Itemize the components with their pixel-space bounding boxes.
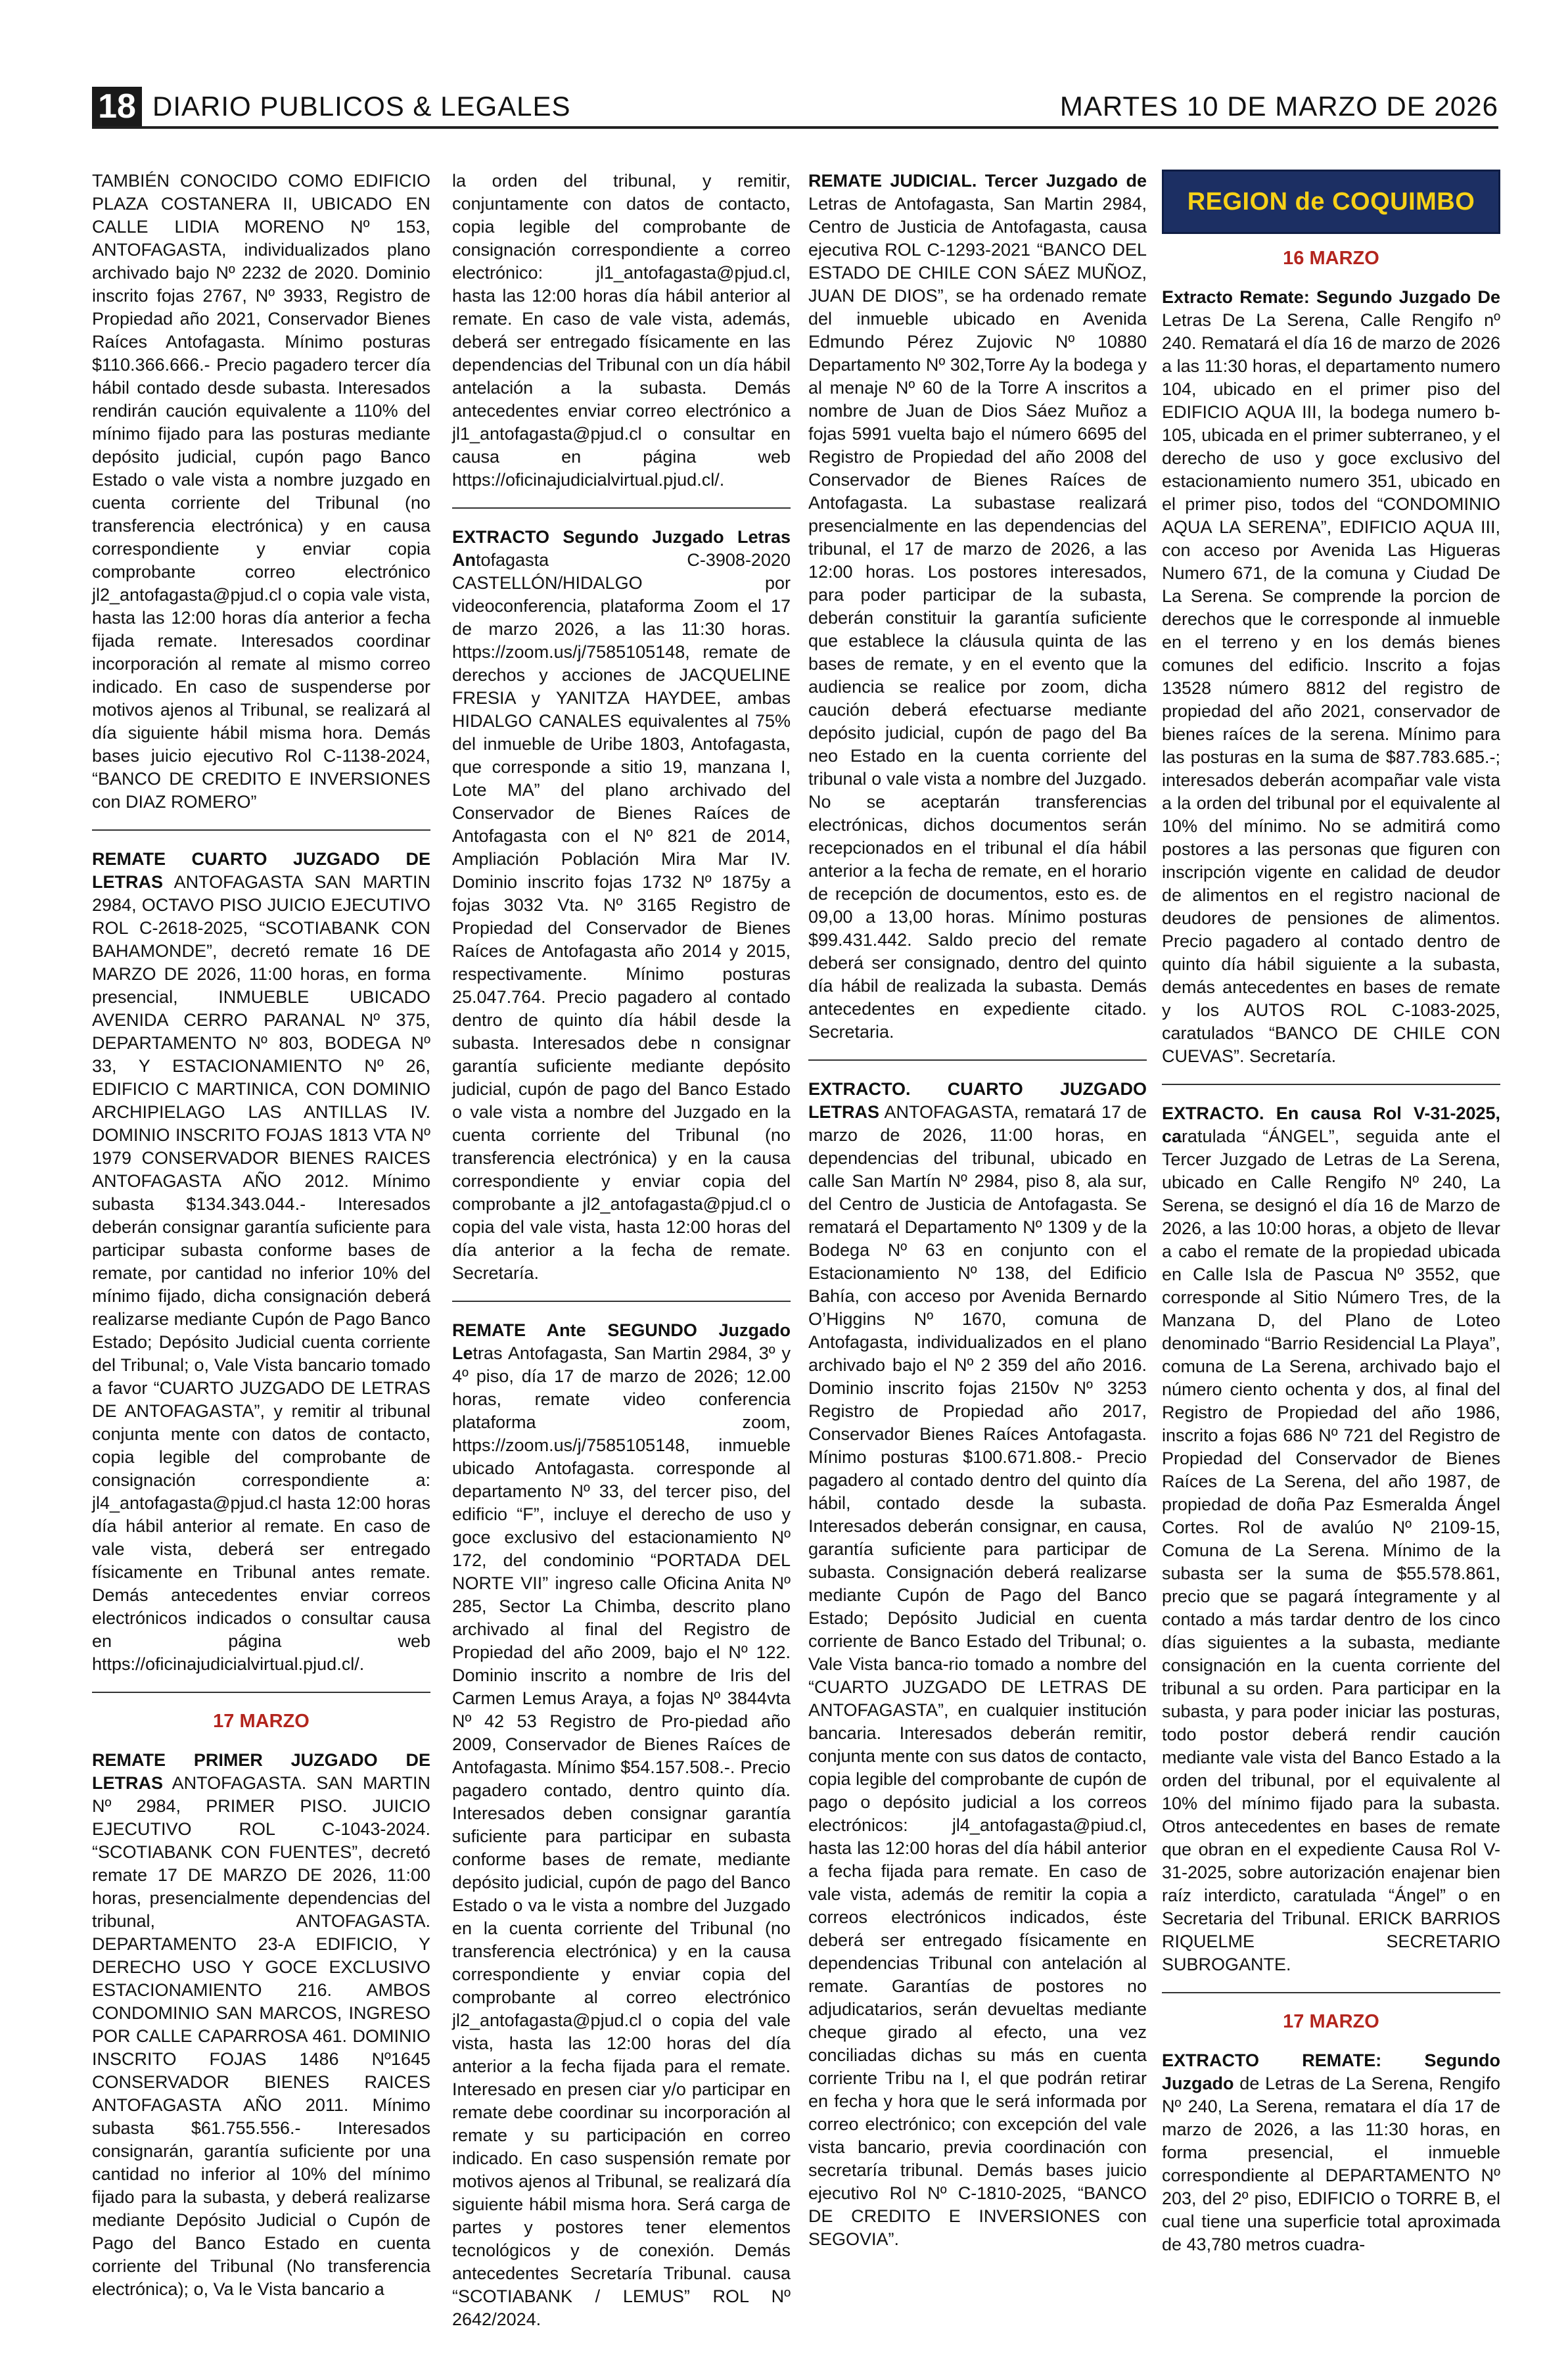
column-1: [92, 170, 430, 2334]
notice-text: ANTOFAGASTA. SAN MARTIN Nº 2984, PRIMER PISO. JUICIO EJECUTIVO ROL C-1043-2024. “SCOTIABANK CON FUENTES”, decretó remate 17 DE MARZO DE 2026, 11:00 horas, presencialmente dependencias del tribunal, ANTOFAGASTA. DEPARTAMENTO 23-A EDIFICIO, Y DERECHO USO Y GOCE EXCLUSIVO ESTACIONAMIENTO 216. AMBOS CONDOMINIO SAN MARCOS, INGRESO POR CALLE CAPARROSA 461. DOMINIO INSCRITO FOJAS 1486 Nº1645 CONSERVADOR BIENES RAICES ANTOFAGASTA AÑO 2011. Mínimo subasta $61.755.556.- Interesados consignarán, garantía suficiente por una cantidad no inferior al 10% del mínimo fijado para la subasta, y deberá realizarse mediante Depósito Judicial o Cupón de Pago del Banco Estado en cuenta corriente del Tribunal (No transferencia electrónica); o, Va le Vista bancario a: [92, 1773, 430, 2299]
notice-extracto-causa-angel: [1162, 1102, 1500, 1993]
publication-date: MARTES 10 DE MARZO DE 2026: [1059, 91, 1498, 122]
notice-text: TAMBIÉN CONOCIDO COMO EDIFICIO PLAZA COSTANERA II, UBICADO EN CALLE LIDIA MORENO Nº 153, ANTOFAGASTA, individualizados plano archivado bajo Nº 2232 de 2020. Dominio inscrito fojas 2767, Nº 3933, Registro de Propiedad año 2021, Conservador Bienes Raíces Antofagasta. Mínimo posturas $110.366.666.- Precio pagadero tercer día hábil contado desde subasta. Interesados rendirán caución equivalente a 110% del mínimo fijado para las posturas mediante depósito judicial, cupón pago Banco Estado o vale vista a nombre juzgado en cuenta corriente del Tribunal (no transferencia electrónica) y en causa correspondiente y enviar copia comprobante correo electrónico jl2_antofagasta@pjud.cl o copia vale vista, hasta las 12:00 horas día anterior a fecha fijada remate. Interesados coordinar incorporación al remate al mismo correo indicado. En caso de suspenderse por motivos ajenos al Tribunal, se realizará al día siguiente hábil misma hora. Demás bases juicio ejecutivo Rol C-1138-2024, “BANCO DE CREDITO E INVERSIONES con DIAZ ROMERO”: [92, 171, 430, 812]
notice-text: tofagasta C-3908-2020 CASTELLÓN/HIDALGO por videoconferencia, plataforma Zoom el 17 de marzo 2026, a las 11:30 horas. https://zoom.us/j/7585105148, remate de derechos y acciones de JACQUELINE FRESIA y YANITZA HAYDEE, ambas HIDALGO CANALES equivalentes al 75% del inmueble de Uribe 1803, Antofagasta, que corresponde a sitio 19, manzana I, Lote MA” del plano archivado del Conservador de Bienes Raíces de Antofagasta con el Nº 821 de 2014, Ampliación Población Mira Mar IV. Dominio inscrito fojas 1732 Nº 1875y a fojas 3032 Vta. Nº 3165 Registro de Propiedad del Conservador de Bienes Raíces de Antofagasta año 2014 y 2015, respectivamente. Mínimo posturas 25.047.764. Precio pagadero al contado dentro de quinto día hábil desde la subasta. Interesados debe n consignar garantía suficiente mediante depósito judicial, cupón de pago del Banco Estado o vale vista a nombre del Juzgado en la cuenta corriente del Tribunal (no transferencia electrónica) y en la causa correspondiente y enviar copia del comprobante a jl2_antofagasta@pjud.cl o copia del vale vista, hasta 12:00 horas del día anterior a la fecha de remate. Secretaría.: [452, 550, 791, 1283]
notice-text: Letras De La Serena, Calle Rengifo nº 240. Rematará el día 16 de marzo de 2026 a las 11:30 horas, el departamento numero 104, ubicado en el primer piso del EDIFICIO AQUA III, la bodega numero b-105, ubicada en el primer subterraneo, y el derecho de uso y goce exclusivo del estacionamiento numero 351, ubicado en el primer piso, todos del “CONDOMINIO AQUA LA SERENA”, EDIFICIO AQUA III, con acceso por Avenida Las Higueras Numero 671, de la comuna y Ciudad De La Serena. Se comprende la porcion de derechos que le corresponde al inmueble en el terreno y en los demás bienes comunes del edificio. Inscrito a fojas 13528 número 8812 del registro de propiedad del año 2021, conservador de bienes raíces de la serena. Mínimo para las posturas en la suma de $87.783.685.-; interesados deberán acompañar vale vista a la orden del tribunal por el equivalente al 10% del mínimo. No se admitirá como postores a las personas que figuren con inscripción vigente en calidad de deudor de alimentos en el registro nacional de deudores de pensiones de alimentos. Precio pagadero al contado dentro de quinto día hábil siguiente a la subasta, demás antecedentes en bases de remate y los AUTOS ROL C-1083-2025, caratulados “BANCO DE CHILE CON CUEVAS”. Secretaría.: [1162, 310, 1500, 1066]
notice-extracto-remate-la-serena: [1162, 286, 1500, 1085]
notice-remate-judicial-tercer-juzgado: [808, 170, 1147, 1061]
column-3: [808, 170, 1147, 2284]
notice-extracto-remate-segundo-juzgado: [1162, 2049, 1500, 2272]
notice-text: Letras de Antofagasta, San Martin 2984, Centro de Justicia de Antofagasta, causa ejecutiva ROL C-1293-2021 “BANCO DEL ESTADO DE CHILE CON SÁEZ MUÑOZ, JUAN DE DIOS”, se ha ordenado remate del inmueble ubicado en Avenida Edmundo Pérez Zujovic Nº 10880 Departamento Nº 302,Torre Ay la bodega y al menaje Nº 60 de la Torre A inscritos a nombre de Juan de Dios Sáez Muñoz a fojas 5991 vuelta bajo el número 6695 del Registro de Propiedad del año 2008 del Conservador de Bienes Raíces de Antofagasta. La subastase realizará presencialmente en las dependencias del tribunal, el 17 de marzo de 2026, a las 12:00 horas. Los postores interesados, para poder participar de la subasta, deberán constituir la garantía suficiente que establece la cláusula quinta de las bases de remate, y en el evento que la audiencia se realice por zoom, dicha caución deberá efectuarse mediante depósito judicial, cupón de pago del Ba neo Estado en la cuenta corriente del tribunal o vale vista a nombre del Juzgado. No se aceptarán transferencias electrónicas, dichos documentos serán recepcionados en el tribunal el día hábil anterior a la fecha de remate, en el horario de recepción de documentos, esto es. de 09,00 a 13,00 horas. Mínimo posturas $99.431.442. Saldo precio del remate deberá ser consignado, dentro del quinto día hábil de realizada la subasta. Demás antecedentes en expediente citado. Secretaria.: [808, 194, 1147, 1042]
notice-heading: EXTRACTO. En causa Rol V-31-2025, ca: [1162, 1103, 1500, 1146]
column-2: [452, 170, 791, 2364]
notice-heading: EXTRACTO REMATE: Segundo Juzgado: [1162, 2051, 1500, 2093]
notice-text: tras Antofagasta, San Martin 2984, 3º y 4º piso, día 17 de marzo de 2026; 12.00 horas, remate video conferencia plataforma zoom, https://zoom.us/j/7585105148, inmueble ubicado Antofagasta. corresponde al departamento Nº 33, del tercer piso, del edificio “F”, incluye el derecho de uso y goce exclusivo del estacionamiento Nº 172, del condominio “PORTADA DEL NORTE VII” ingreso calle Oficina Anita Nº 285, Sector La Chimba, descrito plano archivado al final del Registro de Propiedad del año 2009, bajo el Nº 122. Dominio inscrito a nombre de Iris del Carmen Lemus Araya, a fojas Nº 3844vta Nº 42 53 Registro de Pro-piedad año 2009, Conservador de Bienes Raíces de Antofagasta. Mínimo $54.157.508.-. Precio pagadero contado, dentro quinto día. Interesados deben consignar garantía suficiente para participar en subasta conforme bases de remate, mediante depósito judicial, cupón de pago del Banco Estado o va le vista a nombre del Juzgado en la cuenta corriente del Tribunal (no transferencia electrónica) y en la causa correspondiente y enviar copia del comprobante al correo electrónico jl2_antofagasta@pjud.cl o copia del vale vista, hasta las 12:00 horas del día anterior a la fecha fijada para el remate. Interesado en presen ciar y/o participar en remate debe coordinar su incorporación al remate y su participación en correo indicado. En caso suspensión remate por motivos ajenos al Tribunal, se realizará día siguiente hábil misma hora. Será carga de partes y postores tener elementos tecnológicos y de conexión. Demás antecedentes Secretaría Tribunal. causa “SCOTIABANK / LEMUS” ROL Nº 2642/2024.: [452, 1343, 791, 2329]
notice-text: de Letras de La Serena, Rengifo Nº 240, La Serena, rematara el día 17 de marzo de 2026, a las 11:30 horas, en forma presencial, el inmueble correspondiente al DEPARTAMENTO Nº 203, del 2º piso, EDIFICIO o TORRE B, el cual tiene una superficie total aproximada de 43,780 metros cuadra-: [1162, 2074, 1500, 2254]
region-banner: REGION de COQUIMBO: [1162, 170, 1500, 234]
notice-text: ratulada “ÁNGEL”, seguida ante el Tercer Juzgado de Letras de La Serena, ubicado en Calle Rengifo Nº 240, La Serena, se designó el día 16 de Marzo de 2026, a las 10:00 horas, a objeto de llevar a cabo el remate de la propiedad ubicada en Calle Isla de Pascua Nº 3552, que corresponde al Sitio Número Tres, de la Manzana D, del Plano de Loteo denominado “Barrio Residencial La Playa”, comuna de La Serena, archivado bajo el número ciento ochenta y dos, al final del Registro de Propiedad del año 1986, inscrito a fojas 686 Nº 721 del Registro de Propiedad del Conservador de Bienes Raíces de La Serena, del año 1987, de propiedad de doña Paz Esmeralda Ángel Cortes. Rol de avalúo Nº 2109-15, Comuna de La Serena. Mínimo de la subasta ser la suma de $55.578.861, precio que se pagará íntegramente y al contado a más tardar dentro de los cinco días siguientes a la subasta, mediante consignación en la cuenta corriente del tribunal a su orden. Para participar en la subasta, y para poder iniciar las posturas, todo postor deberá rendir caución mediante vale vista del Banco Estado a la orden del tribunal, por el equivalente al 10% del mínimo fijado para la subasta. Otros antecedentes en bases de remate que obran en el expediente Causa Rol V-31-2025, sobre autorización enajenar bien raíz interdicto, caratulada “Ángel” o en Secretaria del Tribunal. ERICK BARRIOS RIQUELME SECRETARIO SUBROGANTE.: [1162, 1126, 1500, 1974]
notice-text: ANTOFAGASTA SAN MARTIN 2984, OCTAVO PISO JUICIO EJECUTIVO ROL C-2618-2025, “SCOTIABANK CON BAHAMONDE”, decretó remate 16 DE MARZO DE 2026, 11:00 horas, en forma presencial, INMUEBLE UBICADO AVENIDA CERRO PARANAL Nº 375, DEPARTAMENTO Nº 803, BODEGA Nº 33, Y ESTACIONAMIENTO Nº 26, EDIFICIO C MARTINICA, CON DOMINIO ARCHIPIELAGO LAS ANTILLAS IV. DOMINIO INSCRITO FOJAS 1813 VTA Nº 1979 CONSERVADOR BIENES RAICES ANTOFAGASTA AÑO 2012. Mínimo subasta $134.343.044.- Interesados deberán consignar garantía suficiente para participar subasta conforme bases de remate, por cantidad no inferior 10% del mínimo fijado, dicha consignación deberá realizarse mediante Cupón de Pago Banco Estado; Depósito Judicial cuenta corriente del Tribunal; o, Vale Vista bancario tomado a favor “CUARTO JUZGADO DE LETRAS DE ANTOFAGASTA”, y remitir al tribunal conjunta mente con datos de contacto, copia legible del comprobante de consignación correspondiente a: jl4_antofagasta@pjud.cl hasta 12:00 horas día hábil anterior al remate. En caso de vale vista, deberá ser entregado físicamente en Tribunal antes remate. Demás antecedentes enviar correos electrónicos indicados o consultar causa en página web https://oficinajudicialvirtual.pjud.cl/.: [92, 872, 430, 1674]
notice-heading: REMATE JUDICIAL. Tercer Juzgado de: [808, 171, 1147, 191]
notice-extracto-cuarto-juzgado: [808, 1078, 1147, 2267]
page-header: [92, 87, 1498, 124]
notice-remate-segundo-juzgado: [452, 1319, 791, 2347]
date-heading: 17 MARZO: [1283, 2011, 1379, 2032]
notice-remate-primer-juzgado: [92, 1749, 430, 2317]
notice-heading: REMATE Ante SEGUNDO Juzgado Le: [452, 1320, 791, 1363]
notice-heading: REMATE CUARTO JUZGADO DE LETRAS: [92, 849, 430, 892]
notice-heading: EXTRACTO Segundo Juzgado Letras An: [452, 527, 791, 570]
notice-text: ANTOFAGASTA, rematará 17 de marzo de 2026, 11:00 horas, en dependencias del tribunal, ubicado en calle San Martín Nº 2984, piso 8, ala sur, del Centro de Justicia de Antofagasta. Se rematará el Departamento Nº 1309 y de la Bodega Nº 63 en conjunto con el Estacionamiento Nº 138, del Edificio Bahía, con acceso por Avenida Bernardo O’Higgins Nº 1670, comuna de Antofagasta, individualizados en el plano archivado bajo el Nº 2 359 del año 2016. Dominio inscrito fojas 2150v Nº 3253 Registro de Propiedad año 2017, Conservador Bienes Raíces Antofagasta. Mínimo posturas $100.671.808.- Precio pagadero al contado dentro del quinto día hábil, contado desde la subasta. Interesados deberán consignar, en causa, garantía suficiente para participar de subasta. Consignación deberá realizarse mediante Cupón de Pago del Banco Estado; Depósito Judicial en cuenta corriente de Banco Estado del Tribunal; o. Vale Vista banca-rio tomado a nombre del “CUARTO JUZGADO DE LETRAS DE ANTOFAGASTA”, en cualquier institución bancaria. Interesados deberán remitir, conjunta mente con sus datos de contacto, copia legible del comprobante de cupón de pago o depósito judicial a los correos electrónicos: jl4_antofagasta@piud.cl, hasta las 12:00 horas del día hábil anterior a fecha fijada para remate. En caso de vale vista, además de remitir la copia a correos electrónicos indicados, éste deberá ser entregado físicamente en dependencias Tribunal con antelación al remate. Garantías de postores no adjudicatarios, serán devueltas mediante cheque girado al efecto, una vez conciliadas dichas su más en cuenta corriente Tribu na I, el que podrán retirar en fecha y hora que le será informada por correo electrónico; con excepción del vale vista bancario, previa coordinación con secretaría tribunal. Demás bases juicio ejecutivo Rol Nº C-1810-2025, “BANCO DE CREDITO E INVERSIONES con SEGOVIA”.: [808, 1102, 1147, 2249]
notice-heading: REMATE PRIMER JUZGADO DE LETRAS: [92, 1750, 430, 1793]
notice-continuation: [452, 170, 791, 509]
page-number: 18: [92, 87, 142, 126]
date-heading: 16 MARZO: [1283, 248, 1379, 269]
notice-continuation: [92, 170, 430, 831]
notice-text: la orden del tribunal, y remitir, conjuntamente con datos de contacto, copia legible del comprobante de consignación correspondiente a correo electrónico: jl1_antofagasta@pjud.cl, hasta las 12:00 horas día hábil anterior al remate. En caso de vale vista, además, deberá ser entregado físicamente en las dependencias del Tribunal con un día hábil antelación a la subasta. Demás antecedentes enviar correo electrónico a jl1_antofagasta@pjud.cl o consultar en causa en página web https://oficinajudicialvirtual.pjud.cl/.: [452, 171, 791, 490]
notice-heading: Extracto Remate: Segundo Juzgado De: [1162, 287, 1500, 307]
column-4: [1162, 170, 1500, 2289]
header-rule: [92, 126, 1498, 129]
date-heading: 17 MARZO: [213, 1711, 310, 1732]
notice-heading: EXTRACTO. CUARTO JUZGADO LETRAS: [808, 1079, 1147, 1122]
notice-extracto-segundo-juzgado: [452, 526, 791, 1302]
publication-name: DIARIO PUBLICOS & LEGALES: [152, 91, 571, 122]
notice-remate-cuarto-juzgado: [92, 848, 430, 1693]
